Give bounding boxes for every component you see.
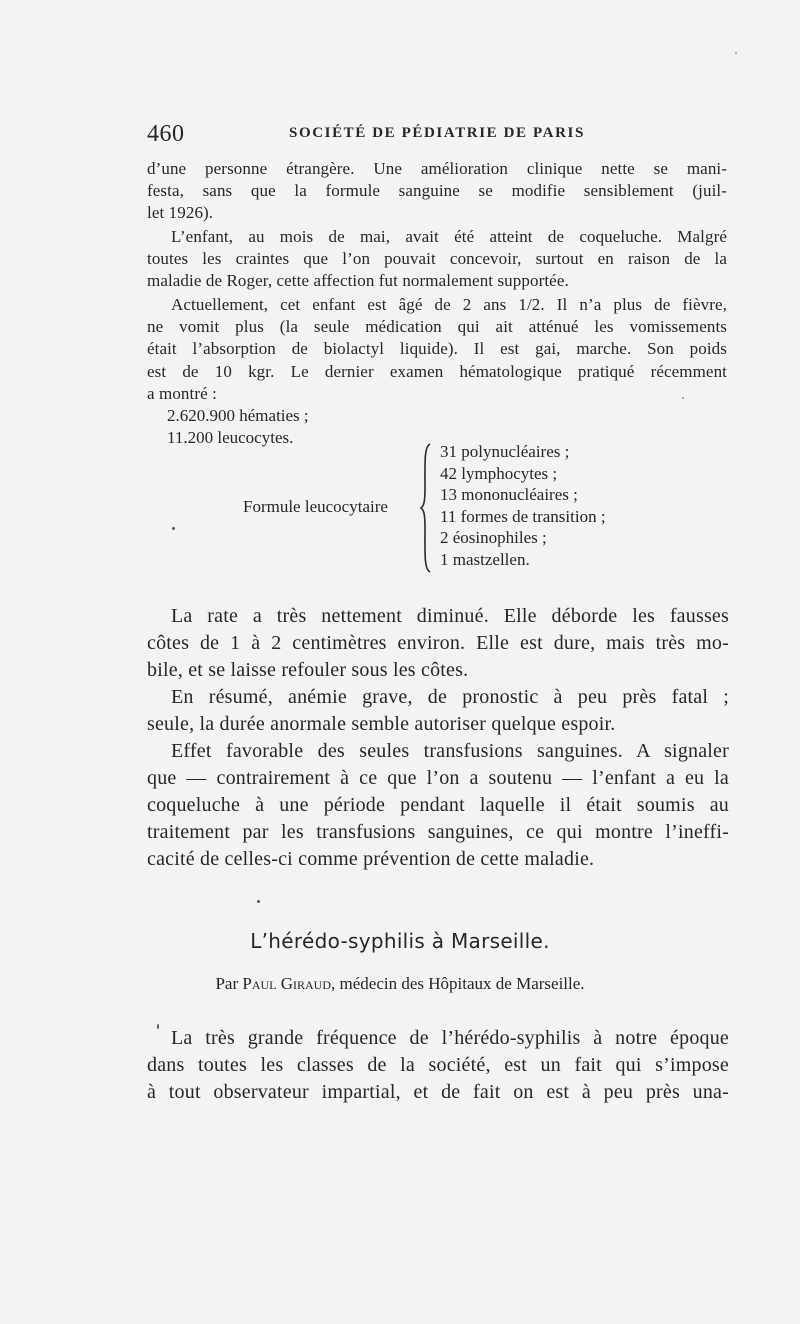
article-title: L’hérédo-syphilis à Marseille. [250,929,550,953]
formula-label: Formule leucocytaire [243,497,388,516]
text-line: traitement par les transfusions sanguines, ce qui montre l’ineffi- [147,821,729,843]
text-line: let 1926). [147,203,214,223]
page-number: 460 [147,121,185,147]
formula-item: 31 polynucléaires ; [440,442,570,461]
text-line: La très grande fréquence de l’hérédo-syphilis à notre époque [171,1027,729,1049]
author-name: Paul Giraud [242,974,332,993]
text-line: L’enfant, au mois de mai, avait été atteint de coqueluche. Malgré [171,227,727,246]
formula-list [440,441,606,571]
text-line: que — contrairement à ce que l’on a soutenu — l’enfant a eu la [147,767,729,789]
paper-speck [172,527,175,530]
paper-speck [735,52,737,54]
text-line: coqueluche à une période pendant laquelle il était soumis au [147,794,729,816]
formula-item: 42 lymphocytes ; [440,463,558,483]
paper-speck [157,1024,159,1029]
hematies-count: 2.620.900 hématies ; [167,406,309,425]
text-line: bile, et se laisse refouler sous les côtes. [147,659,469,681]
text-line: seule, la durée anormale semble autoriser quelque espoir. [147,713,616,735]
text-line: était l’absorption de biolactyl liquide). Il est gai, marche. Son poids [147,339,727,359]
text-line: ne vomit plus (la seule médication qui ait atténué les vomissements [147,317,727,337]
text-line: En résumé, anémie grave, de pronostic à peu près fatal ; [171,686,729,708]
text-line: d’une personne étrangère. Une amélioration clinique nette se mani- [147,159,727,178]
paper-speck [682,397,684,399]
text-line: côtes de 1 à 2 centimètres environ. Elle est dure, mais très mo- [147,632,729,654]
text-line: est de 10 kgr. Le dernier examen hématologique pratiqué récemment [147,361,727,381]
text-line: toutes les craintes que l’on pouvait concevoir, surtout en raison de la [147,249,727,269]
paragraph-7 [147,1025,729,1106]
article-byline [0,974,800,994]
formula-item: 1 mastzellen. [440,549,530,569]
byline-prefix: Par [215,974,239,993]
text-line: Actuellement, cet enfant est âgé de 2 ans 1/2. Il n’a plus de fièvre, [171,295,727,314]
text-line: cacité de celles-ci comme prévention de cette maladie. [147,848,595,870]
paragraph-3 [147,294,727,405]
curly-brace-icon [420,443,432,573]
formula-item: 11 formes de transition ; [440,506,606,526]
text-line: dans toutes les classes de la société, est un fait qui s’impose [147,1054,729,1076]
paragraph-5 [147,684,729,738]
paragraph-6 [147,738,729,873]
leucocytes-count: 11.200 leucocytes. [167,428,294,447]
formula-item: 13 mononucléaires ; [440,485,578,505]
text-line: maladie de Roger, cette affection fut normalement supportée. [147,271,569,291]
byline-suffix: , médecin des Hôpitaux de Marseille. [331,974,585,993]
text-line: Effet favorable des seules transfusions sanguines. A signaler [171,740,729,762]
text-line: à tout observateur impartial, et de fait on est à peu près una- [147,1081,729,1103]
paragraph-2 [147,226,727,293]
paragraph-1 [147,158,727,225]
paragraph-4 [147,603,729,684]
running-title: SOCIÉTÉ DE PÉDIATRIE DE PARIS [289,125,585,141]
text-line: festa, sans que la formule sanguine se modifie sensiblement (juil- [147,181,727,201]
formula-item: 2 éosinophiles ; [440,528,547,548]
text-line: La rate a très nettement diminué. Elle déborde les fausses [171,605,729,627]
text-line: a montré : [147,383,217,403]
paper-speck [257,900,260,903]
